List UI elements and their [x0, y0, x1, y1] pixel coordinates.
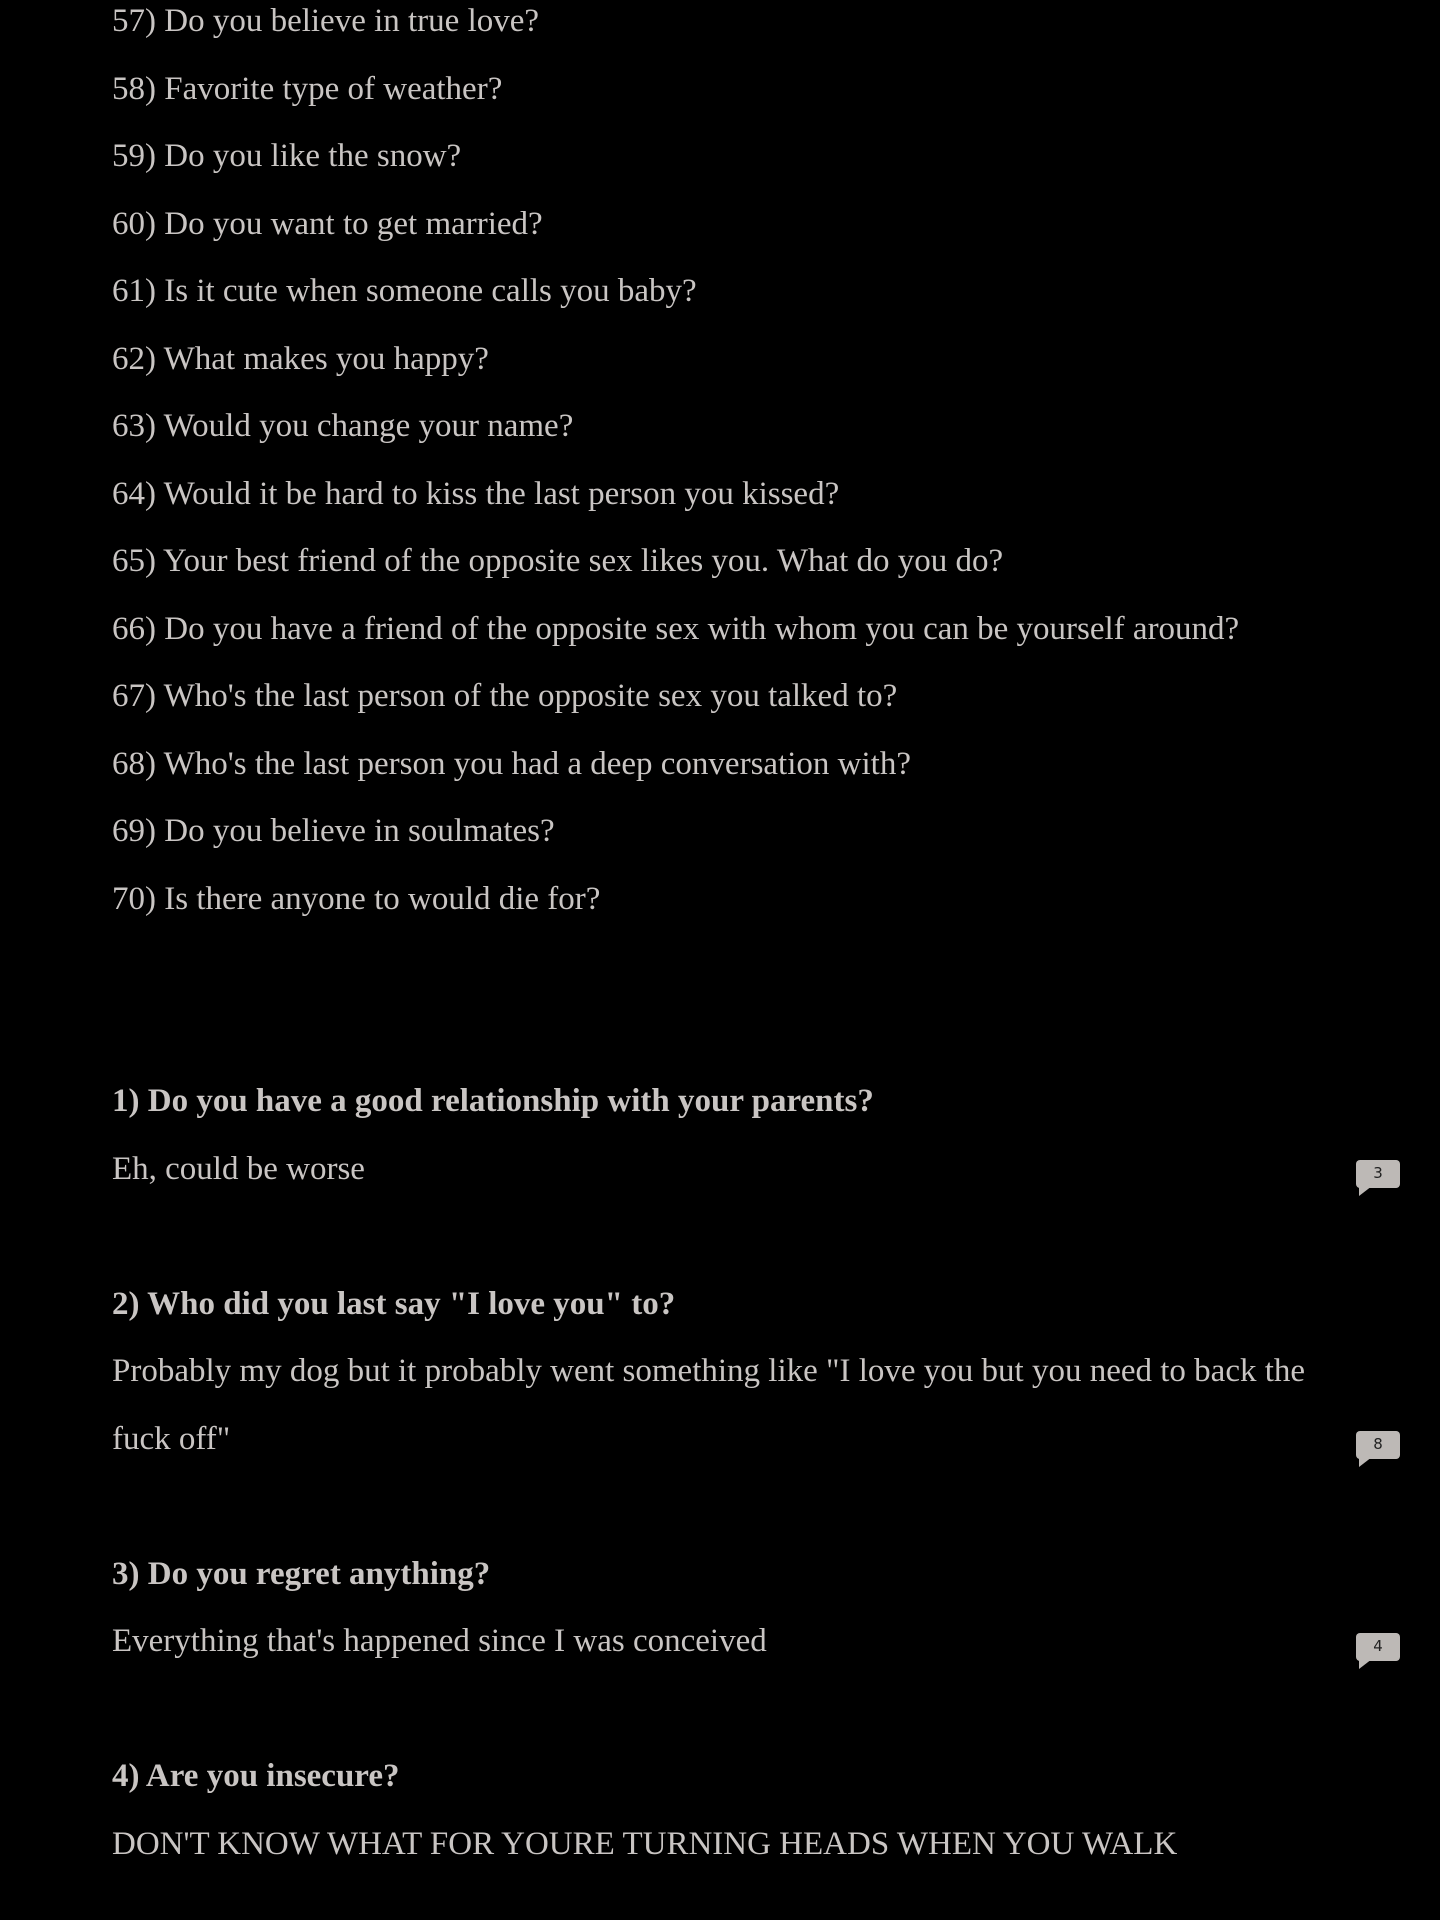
- list-item: 70) Is there anyone to would die for?: [112, 880, 601, 917]
- section-spacer: [112, 1473, 1332, 1541]
- answer-question: 2) Who did you last say "I love you" to?: [112, 1285, 676, 1322]
- answer-block: [112, 1068, 1383, 1203]
- section-spacer: [112, 1203, 1332, 1271]
- answer-text: Everything that's happened since I was conceived: [112, 1623, 767, 1659]
- list-item: 67) Who's the last person of the opposite sex you talked to?: [112, 678, 898, 714]
- list-item: 62) What makes you happy?: [112, 340, 489, 377]
- list-item: 58) Favorite type of weather?: [112, 70, 503, 107]
- comment-count: 4: [1373, 1636, 1383, 1655]
- list-item: 61) Is it cute when someone calls you baby?: [112, 273, 697, 309]
- list-item: 57) Do you believe in true love?: [112, 3, 540, 39]
- comment-count: 8: [1373, 1434, 1383, 1453]
- question-list: [112, 0, 1332, 933]
- section-spacer: [112, 933, 1332, 1068]
- section-spacer: [112, 1676, 1332, 1744]
- comment-count-button[interactable]: [1356, 1431, 1400, 1463]
- list-item: 64) Would it be hard to kiss the last person you kissed?: [112, 475, 840, 512]
- comment-count-button[interactable]: [1356, 1633, 1400, 1665]
- list-item: 60) Do you want to get married?: [112, 205, 543, 242]
- list-item: 69) Do you believe in soulmates?: [112, 813, 555, 849]
- list-item: 65) Your best friend of the opposite sex likes you. What do you do?: [112, 543, 1004, 579]
- list-item: 68) Who's the last person you had a deep conversation with?: [112, 745, 911, 782]
- post-content: [112, 0, 1383, 1878]
- answer-question: 1) Do you have a good relationship with your parents?: [112, 1083, 874, 1119]
- comment-count: 3: [1373, 1164, 1383, 1182]
- comment-count-button[interactable]: [1356, 1160, 1400, 1192]
- list-item: 66) Do you have a friend of the opposite sex with whom you can be yourself around?: [112, 610, 1240, 647]
- answer-text: Eh, could be worse: [112, 1150, 365, 1187]
- answer-block: [112, 1743, 1332, 1878]
- list-item: 59) Do you like the snow?: [112, 138, 462, 174]
- answer-text: DON'T KNOW WHAT FOR YOURE TURNING HEADS WHEN YOU WALK: [112, 1825, 1178, 1862]
- answer-question: 3) Do you regret anything?: [112, 1555, 491, 1592]
- answer-block: [112, 1541, 1383, 1676]
- answer-question: 4) Are you insecure?: [112, 1758, 400, 1794]
- list-item: 63) Would you change your name?: [112, 408, 574, 444]
- answer-text: Probably my dog but it probably went something like "I love you but you need to back the fuck off": [112, 1353, 1306, 1457]
- answer-block: [112, 1271, 1383, 1474]
